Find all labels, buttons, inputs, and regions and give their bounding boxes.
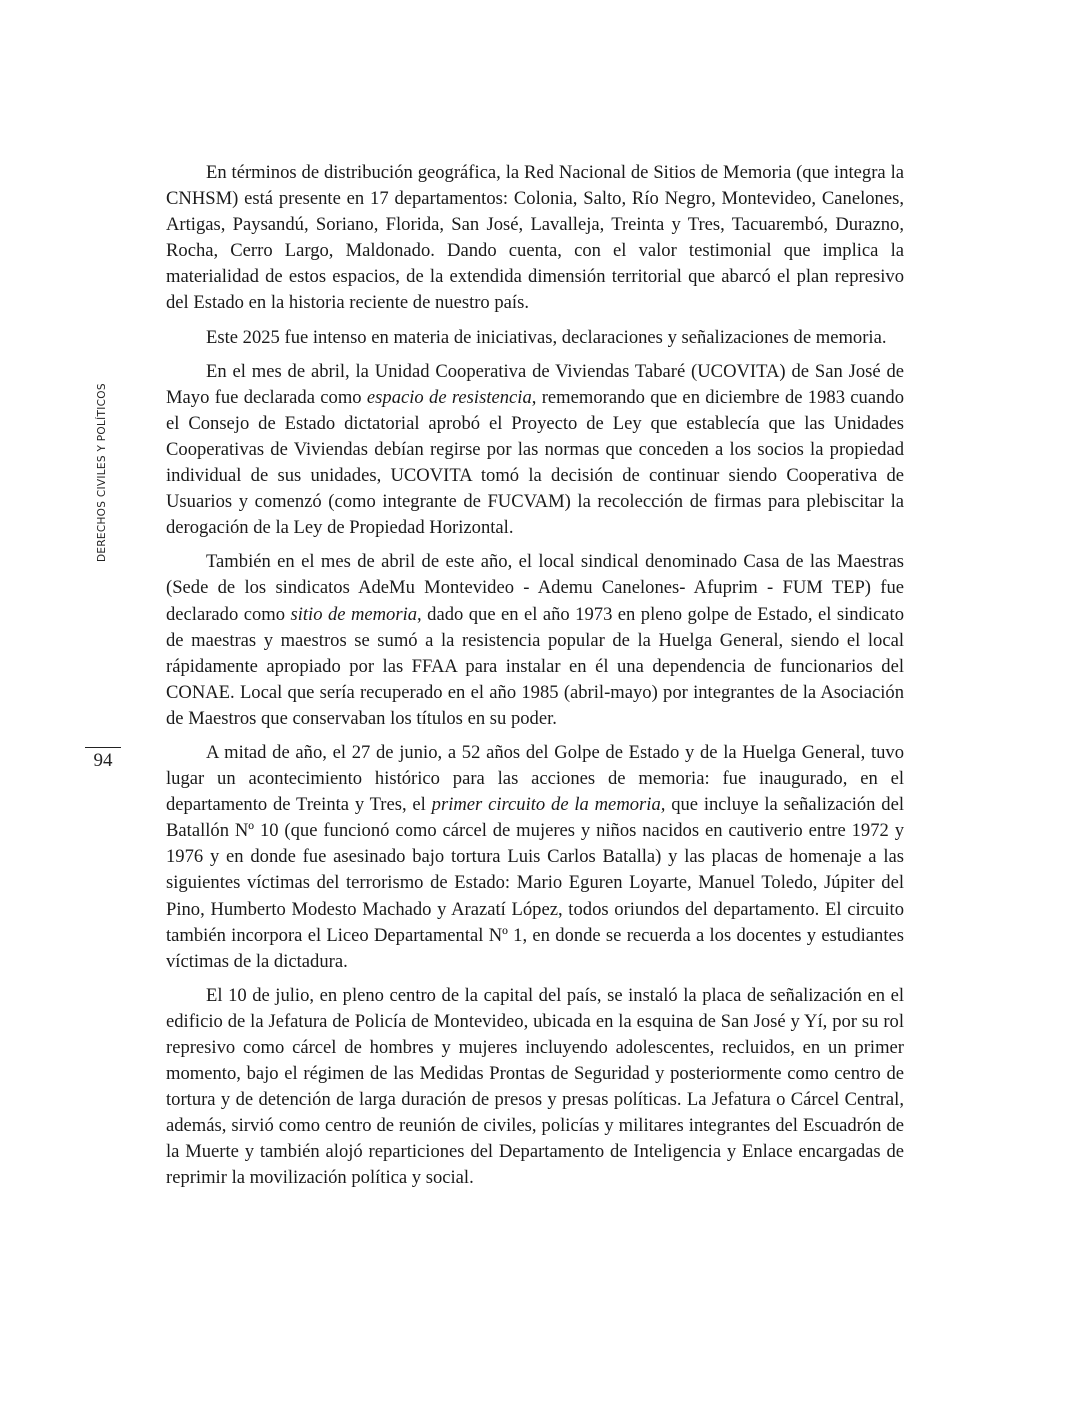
text-segment: También en el mes de abril de este año, el local sindical denominado Casa de las Maestras (Sede de los sindicatos AdeMu Montevideo - Ademu Canelones- Afuprim - FUM TEP) fue declarado como [166, 551, 904, 625]
body-text [166, 160, 904, 1200]
paragraph-casa-de-las-maestras [166, 549, 904, 732]
italic-term: sitio de memoria [290, 603, 418, 625]
page-number: 94 [93, 750, 113, 771]
text-segment: que incluye la señalización del Batallón Nº 10 (que funcionó como cárcel de mujeres y niños nacidos en cautiverio entre 1972 y 1976 y en donde fue asesinado bajo tortura Luis Carlos Batalla) y las placas de homenaje a las siguientes víctimas del terrorismo de Estado: Mario Eguren Loyarte, Manuel Toledo, Júpiter del Pino, Humberto Modesto Machado y Arazatí López, todos oriundos del departamento. El circuito también incorpora el Liceo Departamental Nº 1, en donde se recuerda a los docentes y estudiantes víctimas de la dictadura. [166, 794, 904, 972]
paragraph-ucovita [166, 359, 904, 542]
text-segment: , rememorando que en diciembre de 1983 cuando el Consejo de Estado dictatorial aprobó el Proyecto de Ley que establecía que las Unidades Cooperativas de Viviendas debían regirse por las normas que conceden a los socios la propiedad individual de sus unidades, UCOVITA tomó la decisión de continuar siendo Cooperativa de Usuarios y comenzó (como integrante de FUCVAM) la recolección de firmas para plebiscitar la derogación de la Ley de Propiedad Horizontal. [166, 386, 905, 539]
text-segment: A mitad de año, el 27 de junio, a 52 años del Golpe de Estado y de la Huelga General, tuvo lugar un acontecimiento histórico para las acciones de memoria: fue inaugurado, en el departamento de Treinta y Tres, el [166, 741, 904, 816]
text-segment: , dado que en el año 1973 en pleno golpe de Estado, el sindicato de maestras y maestros se sumó a la resistencia popular de la Huelga General, siendo el local rápidamente apropiado por las FFAA para instalar en él una dependencia de funcionarios del CONAE. Local que sería recuperado en el año 1985 (abril-mayo) por integrantes de la Asociación de Maestros que conservaban los títulos en su poder. [166, 603, 904, 729]
text-segment: Este 2025 fue intenso en materia de iniciativas, declaraciones y señalizaciones de memoria. [206, 326, 887, 348]
paragraph-geographic-distribution [166, 160, 904, 317]
italic-term: espacio de resistencia [366, 386, 532, 408]
page-number-rule [85, 747, 121, 748]
running-header: DERECHOS CIVILES Y POLÍTICOS [96, 383, 108, 562]
text-segment: En el mes de abril, la Unidad Cooperativa de Viviendas Tabaré (UCOVITA) de San José de Mayo fue declarada como [166, 360, 904, 408]
paragraph-jefatura-de-policia [166, 983, 904, 1192]
text-segment: En términos de distribución geográfica, la Red Nacional de Sitios de Memoria (que integra la CNHSM) está presente en 17 departamentos: Colonia, Salto, Río Negro, Montevideo, Canelones, Artigas, Paysandú, Soriano, Florida, San José, Lavalleja, Treinta y Tres, Tacuarembó, Durazno, Rocha, Cerro Largo, Maldonado. Dando cuenta, con el valor testimonial que implica la materialidad de estos espacios, de la extendida dimensión territorial que abarcó el plan represivo del Estado en la historia reciente de nuestro país. [166, 162, 904, 314]
paragraph-2025-intro [166, 325, 904, 351]
text-segment: El 10 de julio, en pleno centro de la capital del país, se instaló la placa de señalización en el edificio de la Jefatura de Policía de Montevideo, ubicada en la esquina de San José y Yí, por su rol represivo como cárcel de hombres y mujeres incluyendo adolescentes, recluidos, en un primer momento, bajo el régimen de las Medidas Prontas de Seguridad y posteriormente como centro de tortura y de detención de larga duración de presos y presas políticas. La Jefatura o Cárcel Central, además, sirvió como centro de reunión de civiles, policías y militares integrantes del Escuadrón de la Muerte y también alojó reparticiones del Departamento de Inteligencia y Enlace encargadas de reprimir la movilización política y social. [166, 984, 904, 1189]
paragraph-primer-circuito [166, 740, 904, 975]
italic-term: primer circuito de la memoria, [431, 794, 666, 816]
